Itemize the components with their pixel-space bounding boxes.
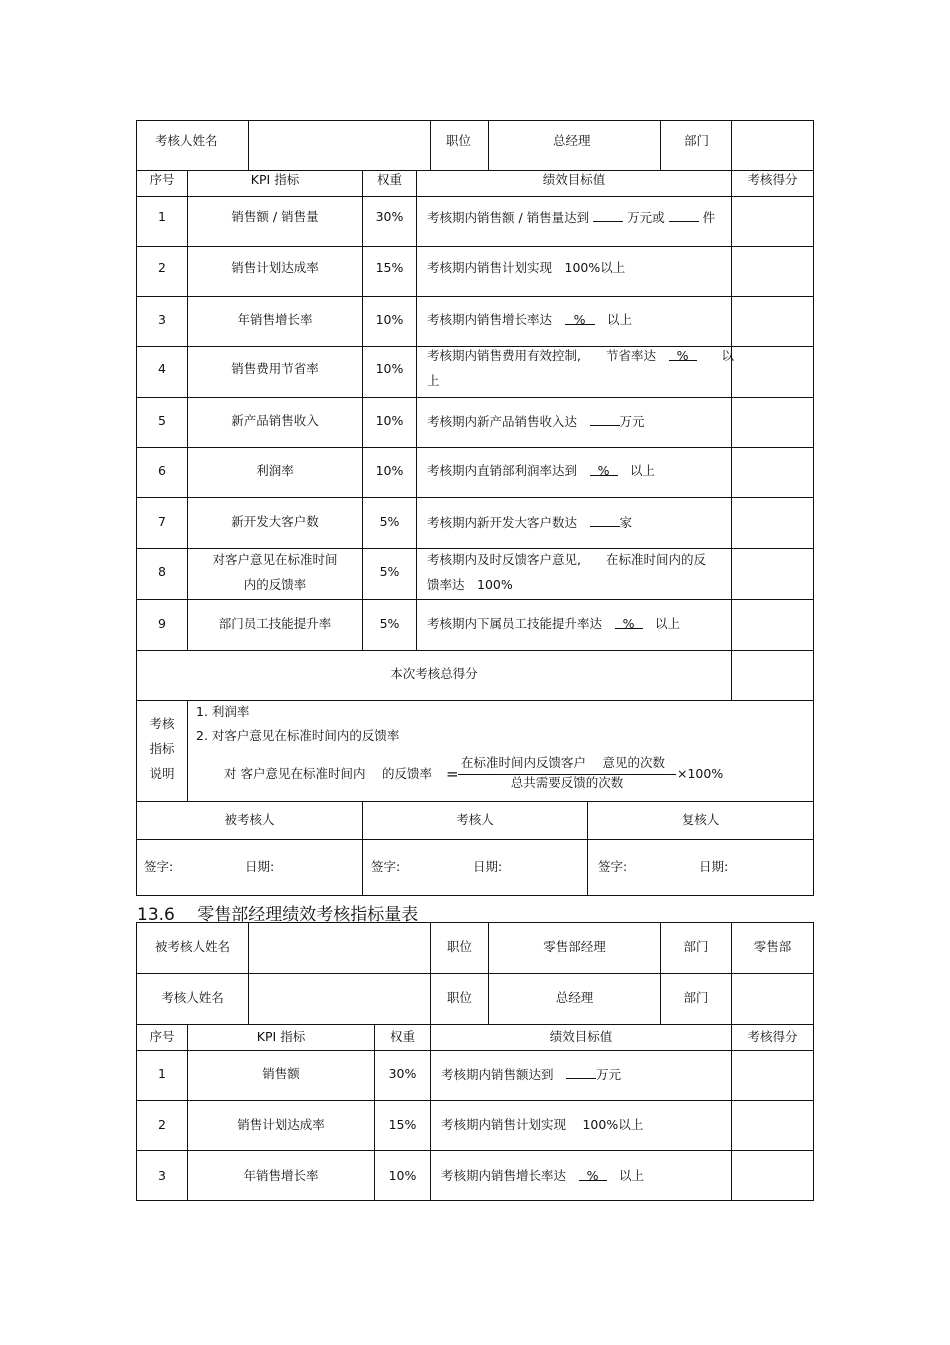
total-score-value-cell — [731, 650, 814, 701]
kpi-weight: 5% — [379, 514, 400, 529]
row-no: 2 — [158, 260, 166, 275]
col-header-target: 绩效目标值 — [416, 170, 732, 197]
notes-label-line: 考核 — [149, 716, 175, 731]
formula-numerator: 在标准时间内反馈客户 意见的次数 — [461, 755, 665, 770]
notes-label-cell — [136, 700, 188, 802]
kpi-target: 考核期内销售额达到 万元 — [441, 1067, 622, 1082]
assessor-name-value-cell — [248, 973, 431, 1025]
score-column-body — [731, 1050, 814, 1201]
col-header-score: 考核得分 — [731, 1024, 814, 1051]
row-divider — [136, 447, 814, 448]
row-no: 5 — [158, 413, 166, 428]
notes-label-line: 指标 — [149, 741, 175, 756]
kpi-target: 考核期内新开发大客户数达 家 — [427, 515, 633, 530]
kpi-target-line1: 考核期内及时反馈客户意见, 在标准时间内的反 — [427, 552, 707, 567]
row-divider — [136, 246, 814, 247]
dept-value-cell — [731, 120, 814, 171]
assessee-position: 零售部经理 — [543, 939, 606, 954]
assessee-position-cell — [488, 922, 661, 974]
kpi-name: 部门员工技能提升率 — [218, 616, 332, 631]
row-divider — [136, 497, 814, 498]
col-header-target: 绩效目标值 — [430, 1024, 732, 1051]
kpi-weight: 15% — [388, 1117, 417, 1132]
role-assessor: 考核人 — [456, 812, 494, 827]
sign-label: 签字: — [371, 859, 401, 874]
assessor-name-value-cell — [248, 120, 431, 171]
dept-label: 部门 — [684, 133, 710, 148]
row-no: 1 — [158, 209, 166, 224]
col-header-score: 考核得分 — [731, 170, 814, 197]
role-reviewer: 复核人 — [681, 812, 720, 827]
kpi-name-line2: 内的反馈率 — [243, 577, 307, 592]
assessor-dept-cell — [731, 973, 814, 1025]
position-label-cell — [430, 922, 489, 974]
formula-equals: = — [446, 765, 459, 783]
assessor-name-label: 考核人姓名 — [161, 990, 224, 1005]
col-header-kpi: KPI 指标 — [187, 170, 363, 197]
kpi-name: 新产品销售收入 — [231, 413, 319, 428]
role-assessee: 被考核人 — [224, 812, 275, 827]
col-header-kpi: KPI 指标 — [187, 1024, 375, 1051]
kpi-weight: 10% — [375, 361, 404, 376]
kpi-name: 销售计划达成率 — [231, 260, 319, 275]
kpi-weight: 5% — [379, 616, 400, 631]
col-header-weight: 权重 — [362, 170, 417, 197]
kpi-name: 利润率 — [256, 463, 294, 478]
formula-denominator: 总共需要反馈的次数 — [510, 775, 624, 790]
notes-label-line: 说明 — [149, 766, 175, 781]
assessor-position-cell — [488, 973, 661, 1025]
notes-item-1: 1. 利润率 — [196, 704, 250, 719]
formula-times: ×100% — [677, 766, 724, 781]
col-header-no: 序号 — [136, 1024, 188, 1051]
role-reviewer-cell — [587, 801, 814, 840]
kpi-name: 年销售增长率 — [243, 1168, 319, 1183]
kpi-name: 销售额 / 销售量 — [231, 209, 319, 224]
assessor-position: 总经理 — [555, 990, 594, 1005]
position-value: 总经理 — [553, 133, 591, 148]
row-no: 8 — [158, 564, 166, 579]
row-divider — [136, 296, 814, 297]
role-assessor-cell — [362, 801, 588, 840]
sign-label: 签字: — [144, 859, 174, 874]
row-no: 3 — [158, 1168, 166, 1183]
row-divider — [136, 599, 814, 600]
kpi-weight: 10% — [375, 413, 404, 428]
kpi-name-line1: 对客户意见在标准时间 — [212, 552, 338, 567]
row-divider — [136, 548, 814, 549]
row-divider — [136, 1150, 814, 1151]
position-label: 职位 — [446, 939, 472, 954]
kpi-name: 销售费用节省率 — [231, 361, 319, 376]
kpi-weight: 10% — [375, 312, 404, 327]
date-label: 日期: — [699, 859, 729, 874]
dept-label-cell — [660, 973, 732, 1025]
kpi-name: 销售计划达成率 — [237, 1117, 325, 1132]
kpi-target: 考核期内销售增长率达 % 以上 — [441, 1168, 645, 1183]
row-no: 9 — [158, 616, 166, 631]
notes-content-cell — [187, 700, 814, 802]
total-score-label: 本次考核总得分 — [390, 666, 478, 681]
score-column-body — [731, 196, 814, 651]
kpi-weight: 15% — [375, 260, 404, 275]
position-label-cell — [430, 973, 489, 1025]
row-no: 6 — [158, 463, 166, 478]
row-no: 1 — [158, 1066, 166, 1081]
kpi-target-line2: 馈率达 100% — [427, 577, 513, 592]
kpi-weight: 10% — [388, 1168, 417, 1183]
kpi-target-line2: 上 — [427, 373, 440, 388]
role-assessee-cell — [136, 801, 363, 840]
sign-assessee-cell — [136, 839, 363, 896]
kpi-weight: 10% — [375, 463, 404, 478]
dept-label: 部门 — [683, 939, 709, 954]
position-label: 职位 — [446, 990, 472, 1005]
row-no: 7 — [158, 514, 166, 529]
kpi-target: 考核期内新产品销售收入达 万元 — [427, 414, 645, 429]
kpi-name: 新开发大客户数 — [231, 514, 319, 529]
col-header-no: 序号 — [136, 170, 188, 197]
sign-assessor-cell — [362, 839, 588, 896]
row-no: 2 — [158, 1117, 166, 1132]
row-no: 3 — [158, 312, 166, 327]
assessor-name-label-cell — [136, 973, 249, 1025]
notes-item-2: 2. 对客户意见在标准时间内的反馈率 — [196, 728, 400, 743]
dept-label: 部门 — [683, 990, 709, 1005]
date-label: 日期: — [473, 859, 503, 874]
kpi-target: 考核期内销售计划实现 100%以上 — [441, 1117, 644, 1132]
date-label: 日期: — [245, 859, 275, 874]
assessee-name-value-cell — [248, 922, 431, 974]
position-label: 职位 — [446, 133, 472, 148]
assessee-name-label: 被考核人姓名 — [154, 939, 230, 954]
kpi-target: 考核期内销售额 / 销售量达到 万元或 件 — [427, 210, 716, 225]
kpi-name: 年销售增长率 — [237, 312, 313, 327]
sign-label: 签字: — [598, 859, 628, 874]
kpi-weight: 30% — [375, 209, 404, 224]
total-score-label-cell — [136, 650, 732, 701]
section-heading: 13.6 零售部经理绩效考核指标量表 — [137, 905, 419, 925]
assessor-name-label: 考核人姓名 — [155, 133, 218, 148]
row-no: 4 — [158, 361, 166, 376]
kpi-target: 考核期内销售增长率达 % 以上 — [427, 312, 633, 327]
row-divider — [136, 346, 814, 347]
assessee-dept-cell — [731, 922, 814, 974]
row-divider — [136, 397, 814, 398]
assessee-name-label-cell — [136, 922, 249, 974]
kpi-target-line1: 考核期内销售费用有效控制, 节省率达 % 以 — [427, 348, 735, 363]
kpi-target: 考核期内直销部利润率达到 % 以上 — [427, 463, 656, 478]
col-header-weight: 权重 — [374, 1024, 431, 1051]
sign-reviewer-cell — [587, 839, 814, 896]
row-divider — [136, 1100, 814, 1101]
kpi-target: 考核期内下属员工技能提升率达 % 以上 — [427, 616, 681, 631]
assessee-dept: 零售部 — [753, 939, 792, 954]
kpi-weight: 30% — [388, 1066, 417, 1081]
kpi-target: 考核期内销售计划实现 100%以上 — [427, 260, 626, 275]
formula-left: 对 客户意见在标准时间内 的反馈率 — [224, 766, 432, 781]
kpi-name: 销售额 — [262, 1066, 300, 1081]
dept-label-cell — [660, 922, 732, 974]
kpi-weight: 5% — [379, 564, 400, 579]
